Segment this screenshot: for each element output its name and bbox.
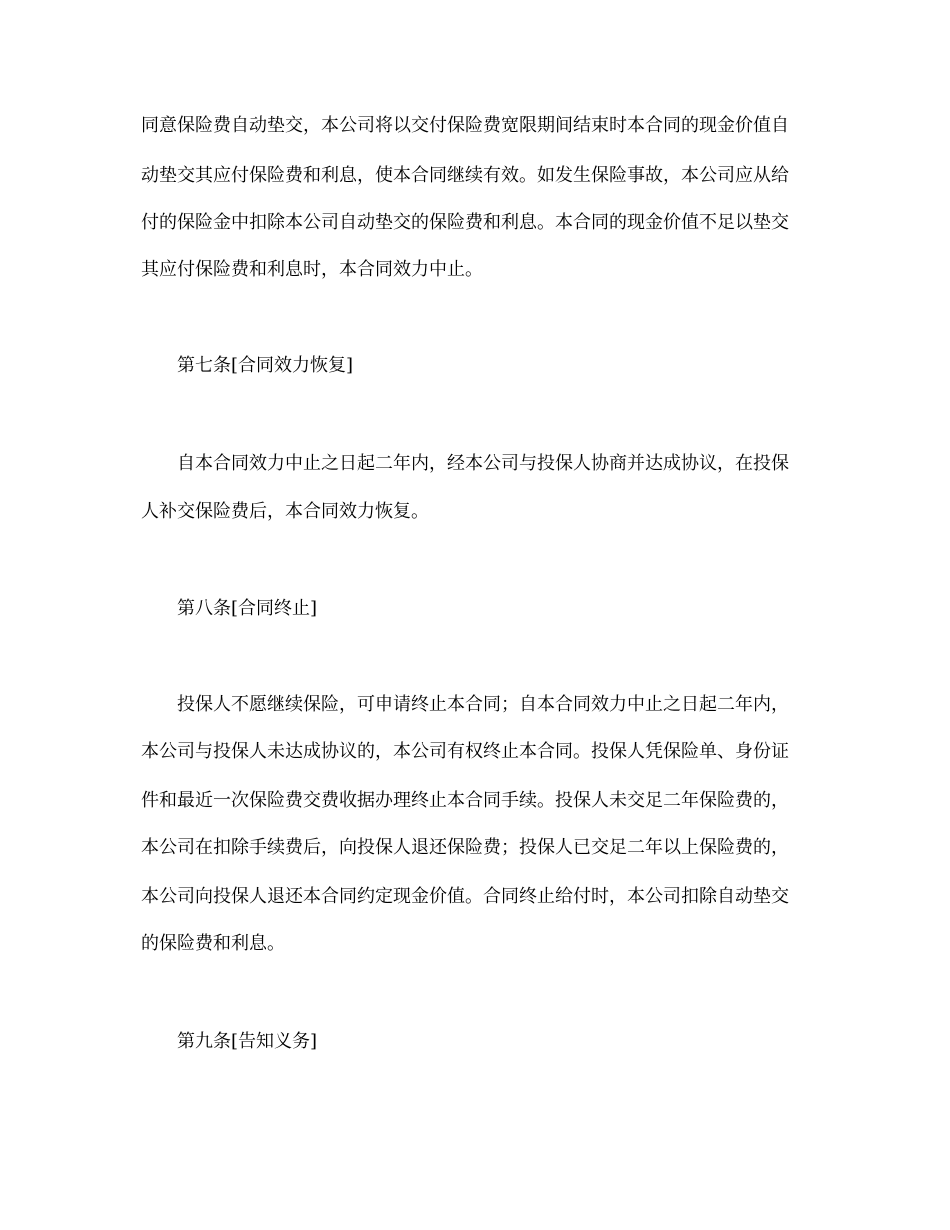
paragraph-line: 件和最近一次保险费交费收据办理终止本合同手续。投保人未交足二年保险费的， (141, 790, 789, 811)
paragraph-line: 的保险费和利息。 (141, 933, 285, 954)
paragraph-line: 人补交保险费后，本合同效力恢复。 (141, 501, 429, 522)
paragraph-line: 自本合同效力中止之日起二年内，经本公司与投保人协商并达成协议，在投保 (177, 453, 789, 474)
paragraph-line: 其应付保险费和利息时，本合同效力中止。 (141, 259, 483, 280)
paragraph-line: 本公司在扣除手续费后，向投保人退还保险费；投保人已交足二年以上保险费的， (141, 837, 789, 858)
section-heading-article-9: 第九条[告知义务] (177, 1031, 318, 1052)
section-heading-article-7: 第七条[合同效力恢复] (177, 355, 354, 376)
paragraph-line: 动垫交其应付保险费和利息，使本合同继续有效。如发生保险事故，本公司应从给 (141, 165, 789, 186)
section-heading-article-8: 第八条[合同终止] (177, 598, 318, 619)
paragraph-line: 同意保险费自动垫交，本公司将以交付保险费宽限期间结束时本合同的现金价值自 (141, 115, 789, 136)
paragraph-line: 付的保险金中扣除本公司自动垫交的保险费和利息。本合同的现金价值不足以垫交 (141, 212, 789, 233)
paragraph-line: 投保人不愿继续保险，可申请终止本合同；自本合同效力中止之日起二年内， (177, 694, 789, 715)
paragraph-line: 本公司与投保人未达成协议的，本公司有权终止本合同。投保人凭保险单、身份证 (141, 741, 789, 762)
paragraph-line: 本公司向投保人退还本合同约定现金价值。合同终止给付时，本公司扣除自动垫交 (141, 886, 789, 907)
